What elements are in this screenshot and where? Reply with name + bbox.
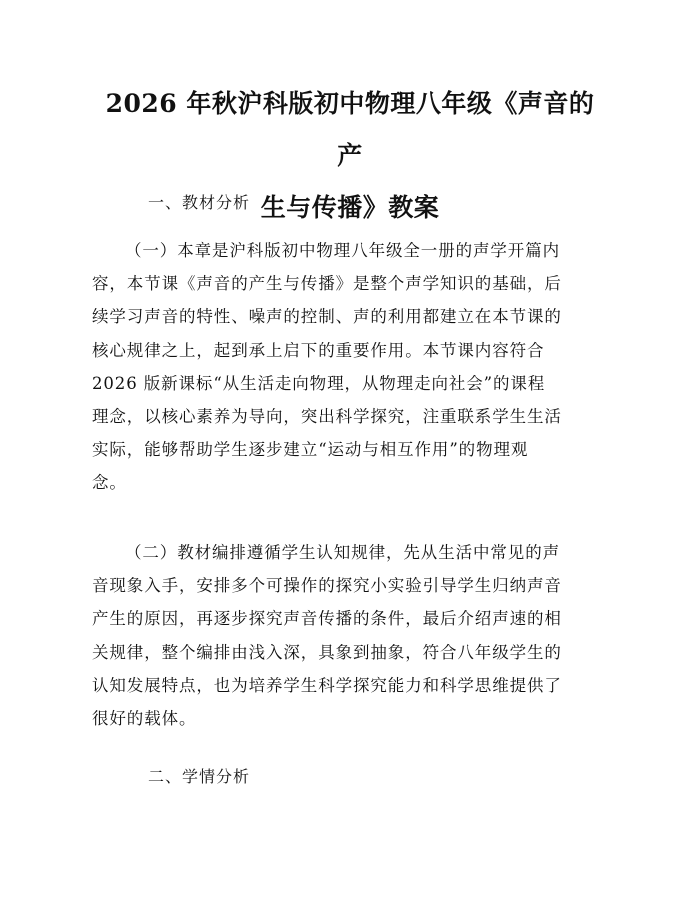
paragraph-line: 音现象入手，安排多个可操作的探究小实验引导学生归纳声音	[92, 576, 562, 596]
section-heading-learner-analysis: 二、学情分析	[148, 767, 251, 786]
paragraph-line: 2026 版新课标“从生活走向物理，从物理走向社会”的课程	[92, 373, 546, 393]
paragraph-line: 理念，以核心素养为导向，突出科学探究，注重联系学生生活	[92, 407, 562, 427]
paragraph-textbook-arrangement	[92, 536, 600, 735]
title-line: 2026 年秋沪科版初中物理八年级《声音的产	[105, 89, 595, 170]
paragraph-textbook-position	[92, 234, 600, 500]
paragraph-line: 关规律，整个编排由浅入深，具象到抽象，符合八年级学生的	[92, 642, 562, 662]
paragraph-line: 念。	[92, 473, 127, 493]
paragraph-line: 实际，能够帮助学生逐步建立“运动与相互作用”的物理观	[92, 440, 529, 460]
paragraph-line: （一）本章是沪科版初中物理八年级全一册的声学开篇内	[125, 241, 560, 260]
paragraph-line: 核心规律之上，起到承上启下的重要作用。本节课内容符合	[92, 340, 545, 360]
paragraph-line: 产生的原因，再逐步探究声音传播的条件，最后介绍声速的相	[92, 609, 562, 629]
paragraph-line: 续学习声音的特性、噪声的控制、声的利用都建立在本节课的	[92, 307, 562, 327]
paragraph-line: （二）教材编排遵循学生认知规律，先从生活中常见的声	[125, 543, 560, 562]
paragraph-line: 认知发展特点，也为培养学生科学探究能力和科学思维提供了	[92, 675, 562, 695]
paragraph-line: 容，本节课《声音的产生与传播》是整个声学知识的基础，后	[92, 274, 562, 294]
title-line: 生与传播》教案	[260, 193, 440, 222]
paragraph-line: 很好的载体。	[92, 709, 197, 729]
section-heading-textbook-analysis: 一、教材分析	[148, 193, 251, 212]
